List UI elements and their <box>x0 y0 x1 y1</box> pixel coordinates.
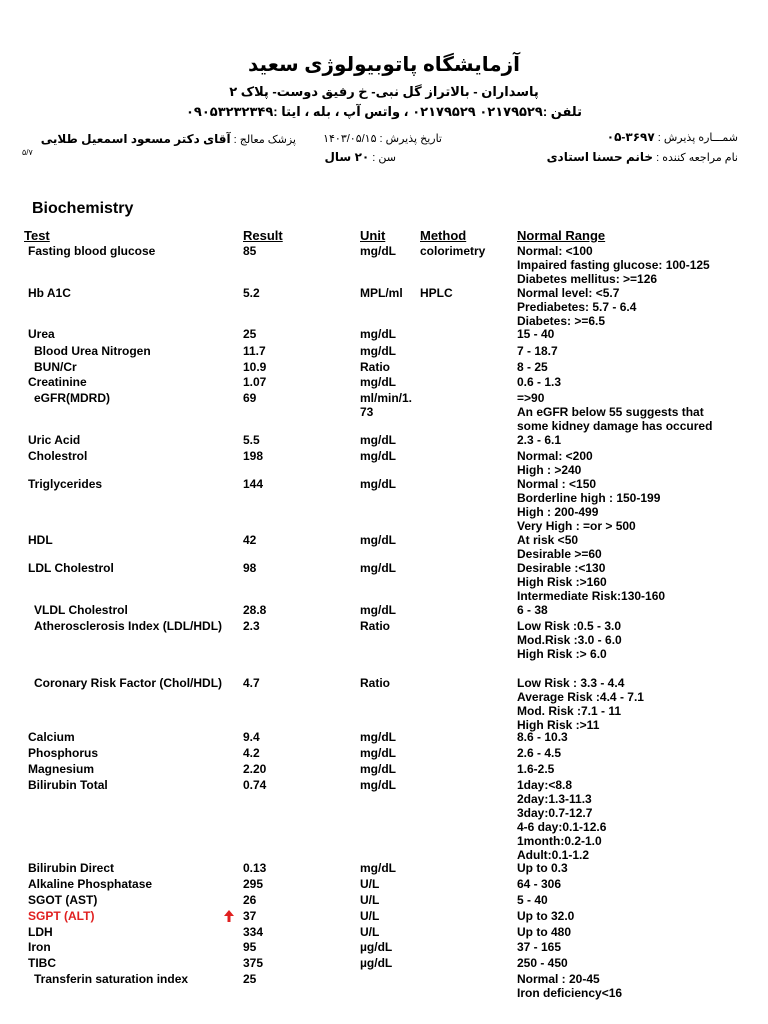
range-line: Normal : 20-45 <box>517 972 600 986</box>
range-line: Up to 0.3 <box>517 861 568 875</box>
unit-text: mg/dL <box>360 861 396 875</box>
test-result: 42 <box>243 533 257 547</box>
column-header-method: Method <box>420 228 467 243</box>
range-line: High Risk :> 6.0 <box>517 647 607 661</box>
unit-text: Ratio <box>360 360 390 374</box>
range-line: Prediabetes: 5.7 - 6.4 <box>517 300 637 314</box>
unit-text: mg/dL <box>360 603 396 617</box>
test-unit <box>360 344 396 358</box>
reception-label: شمـــاره پذیرش : <box>657 132 738 144</box>
test-unit <box>360 244 396 258</box>
unit-text: mg/dL <box>360 344 396 358</box>
unit-text: MPL/ml <box>360 286 403 300</box>
test-result: 98 <box>243 561 257 575</box>
test-result: 295 <box>243 877 264 891</box>
test-unit <box>360 893 379 907</box>
test-result: 11.7 <box>243 344 266 358</box>
range-line: At risk <50 <box>517 533 579 547</box>
normal-range <box>517 360 548 374</box>
test-unit <box>360 940 392 954</box>
unit-text: U/L <box>360 925 380 939</box>
normal-range <box>517 972 622 1000</box>
test-unit <box>360 861 396 875</box>
test-unit <box>360 762 396 776</box>
range-line: Low Risk :0.5 - 3.0 <box>517 619 622 633</box>
normal-range <box>517 940 561 954</box>
range-line: some kidney damage has occured <box>517 419 713 433</box>
range-line: High : 200-499 <box>517 505 599 519</box>
test-result: 5.5 <box>243 433 260 447</box>
test-result: 4.7 <box>243 676 260 690</box>
date-value: ۱۴۰۳/۰۵/۱۵ <box>323 133 377 145</box>
test-unit <box>360 533 396 547</box>
normal-range <box>517 956 568 970</box>
range-line: Mod. Risk :7.1 - 11 <box>517 704 622 718</box>
test-unit <box>360 730 396 744</box>
normal-range <box>517 676 644 732</box>
up-arrow-icon <box>224 910 234 922</box>
unit-text: mg/dL <box>360 561 396 575</box>
normal-range <box>517 909 574 923</box>
normal-range <box>517 746 561 760</box>
test-method: colorimetry <box>420 244 486 258</box>
test-name: LDH <box>28 925 53 939</box>
test-unit <box>360 477 396 491</box>
test-name: Creatinine <box>28 375 87 389</box>
range-line: Adult:0.1-1.2 <box>517 848 590 862</box>
range-line: Low Risk : 3.3 - 4.4 <box>517 676 625 690</box>
range-line: Intermediate Risk:130-160 <box>517 589 666 603</box>
unit-text: U/L <box>360 877 380 891</box>
test-name: LDL Cholestrol <box>28 561 114 575</box>
range-line: 64 - 306 <box>517 877 562 891</box>
normal-range <box>517 433 561 447</box>
normal-range <box>517 778 606 862</box>
lab-address: پاسداران - بالاتراز گل نبی- خ رفیق دوست- پلاک ۲ <box>229 84 539 99</box>
test-name: Atherosclerosis Index (LDL/HDL) <box>34 619 223 633</box>
range-line: Diabetes mellitus: >=126 <box>517 272 658 286</box>
column-header-unit: Unit <box>360 228 386 243</box>
test-result: 144 <box>243 477 264 491</box>
range-line: 250 - 450 <box>517 956 568 970</box>
age-value: ۲۰ سال <box>324 150 370 164</box>
unit-text: mg/dL <box>360 533 396 547</box>
test-unit <box>360 778 396 792</box>
test-unit <box>360 603 396 617</box>
normal-range <box>517 244 710 286</box>
test-result: 1.07 <box>243 375 267 389</box>
physician-value: آقای دکتر مسعود اسمعیل طلایی <box>40 132 231 146</box>
lab-phone: تلفن :۰۲۱۷۹۵۲۹ ۰۲۱۷۹۵۲۹ ، واتس آپ ، بله ، ایتا :۰۹۰۵۳۲۳۲۳۴۹ <box>185 104 582 119</box>
test-unit <box>360 909 379 923</box>
column-header-result: Result <box>243 228 283 243</box>
unit-text: U/L <box>360 909 380 923</box>
range-line: 6 - 38 <box>517 603 548 617</box>
range-line: Normal: <200 <box>517 449 593 463</box>
range-line: 4-6 day:0.1-12.6 <box>517 820 607 834</box>
range-line: =>90 <box>517 391 545 405</box>
unit-text: mg/dL <box>360 762 396 776</box>
unit-text: mg/dL <box>360 375 396 389</box>
normal-range <box>517 619 622 661</box>
test-result: 0.13 <box>243 861 267 875</box>
unit-text: mg/dL <box>360 449 396 463</box>
test-unit <box>360 676 390 690</box>
normal-range <box>517 730 568 744</box>
range-line: 8 - 25 <box>517 360 548 374</box>
range-line: 0.6 - 1.3 <box>517 375 562 389</box>
unit-text: mg/dL <box>360 730 396 744</box>
test-name: SGOT (AST) <box>28 893 98 907</box>
reception-value: ۳۶۹۷-۰۵ <box>606 130 655 144</box>
unit-text: Ratio <box>360 676 390 690</box>
range-line: 2day:1.3-11.3 <box>517 792 592 806</box>
section-title: Biochemistry <box>32 200 134 217</box>
normal-range <box>517 344 558 358</box>
test-result: 25 <box>243 327 257 341</box>
test-result: 375 <box>243 956 264 970</box>
column-header-test: Test <box>24 228 50 243</box>
normal-range <box>517 762 554 776</box>
range-line: Very High : =or > 500 <box>517 519 636 533</box>
test-name: BUN/Cr <box>34 360 77 374</box>
test-unit <box>360 391 412 419</box>
range-line: 2.3 - 6.1 <box>517 433 562 447</box>
test-name: eGFR(MDRD) <box>34 391 110 405</box>
admission-date <box>323 132 442 145</box>
test-unit <box>360 619 390 633</box>
range-line: 3day:0.7-12.7 <box>517 806 593 820</box>
test-name: Bilirubin Direct <box>28 861 115 875</box>
test-method: HPLC <box>420 286 453 300</box>
normal-range <box>517 561 665 603</box>
test-result: 25 <box>243 972 257 986</box>
test-unit <box>360 561 396 575</box>
normal-range <box>517 449 593 477</box>
range-line: Diabetes: >=6.5 <box>517 314 606 328</box>
test-name: Transferin saturation index <box>34 972 189 986</box>
test-result: 198 <box>243 449 264 463</box>
normal-range <box>517 861 568 875</box>
test-name: Uric Acid <box>28 433 81 447</box>
test-result: 2.20 <box>243 762 267 776</box>
patient-label: نام مراجعه کننده : <box>656 152 738 164</box>
normal-range <box>517 893 548 907</box>
range-line: 5 - 40 <box>517 893 548 907</box>
test-unit <box>360 746 396 760</box>
test-name: TIBC <box>28 956 56 970</box>
test-name: Calcium <box>28 730 75 744</box>
unit-text: ml/min/1. <box>360 391 413 405</box>
test-result: 4.2 <box>243 746 260 760</box>
test-name: Hb A1C <box>28 286 71 300</box>
range-line: 37 - 165 <box>517 940 562 954</box>
unit-text: mg/dL <box>360 477 396 491</box>
test-name: Magnesium <box>28 762 95 776</box>
normal-range <box>517 391 712 433</box>
test-result: 9.4 <box>243 730 260 744</box>
range-line: Borderline high : 150-199 <box>517 491 661 505</box>
range-line: 1month:0.2-1.0 <box>517 834 602 848</box>
test-result: 28.8 <box>243 603 267 617</box>
test-result: 334 <box>243 925 264 939</box>
patient-value: خانم حسنا استادی <box>546 150 654 164</box>
test-name: Cholestrol <box>28 449 88 463</box>
physician-label: پزشک معالج : <box>233 134 296 146</box>
range-line: 8.6 - 10.3 <box>517 730 568 744</box>
date-label: تاریخ پذیرش : <box>379 133 442 145</box>
range-line: Iron deficiency<16 <box>517 986 623 1000</box>
range-line: Desirable :<130 <box>517 561 606 575</box>
unit-text: U/L <box>360 893 380 907</box>
test-unit <box>360 375 396 389</box>
unit-text: mg/dL <box>360 746 396 760</box>
unit-text-cont: 73 <box>360 405 374 419</box>
test-result: 26 <box>243 893 257 907</box>
test-name: Coronary Risk Factor (Chol/HDL) <box>34 676 223 690</box>
test-result: 85 <box>243 244 257 258</box>
normal-range <box>517 925 571 939</box>
test-unit <box>360 360 390 374</box>
normal-range <box>517 603 548 617</box>
test-name: HDL <box>28 533 53 547</box>
test-result: 10.9 <box>243 360 267 374</box>
range-line: Normal : <150 <box>517 477 597 491</box>
range-line: Up to 480 <box>517 925 572 939</box>
test-result: 37 <box>243 909 257 923</box>
range-line: 1day:<8.8 <box>517 778 573 792</box>
normal-range <box>517 533 602 561</box>
reception-number <box>607 130 738 144</box>
page-number: ۵/۷ <box>22 148 33 157</box>
test-unit <box>360 327 396 341</box>
test-unit <box>360 449 396 463</box>
normal-range <box>517 327 554 341</box>
unit-text: mg/dL <box>360 244 396 258</box>
normal-range <box>517 477 660 533</box>
unit-text: mg/dL <box>360 327 396 341</box>
test-name: VLDL Cholestrol <box>34 603 128 617</box>
range-line: An eGFR below 55 suggests that <box>517 405 704 419</box>
unit-text: µg/dL <box>360 940 393 954</box>
range-line: Normal: <100 <box>517 244 593 258</box>
test-name: Phosphorus <box>28 746 99 760</box>
range-line: Average Risk :4.4 - 7.1 <box>517 690 644 704</box>
physician <box>41 132 296 146</box>
unit-text: mg/dL <box>360 778 396 792</box>
range-line: 7 - 18.7 <box>517 344 558 358</box>
test-name: Urea <box>28 327 55 341</box>
test-name: Triglycerides <box>28 477 103 491</box>
normal-range <box>517 375 561 389</box>
range-line: High Risk :>160 <box>517 575 607 589</box>
lab-name: آزمایشگاه پاتوبیولوژی سعید <box>247 54 521 76</box>
test-result: 5.2 <box>243 286 260 300</box>
range-line: 15 - 40 <box>517 327 555 341</box>
column-header-range: Normal Range <box>517 228 606 243</box>
range-line: 2.6 - 4.5 <box>517 746 562 760</box>
test-name: Fasting blood glucose <box>28 244 156 258</box>
range-line: Impaired fasting glucose: 100-125 <box>517 258 710 272</box>
test-unit <box>360 956 392 970</box>
test-name: Alkaline Phosphatase <box>28 877 153 891</box>
patient-name <box>547 150 738 164</box>
range-line: Normal level: <5.7 <box>517 286 620 300</box>
unit-text: µg/dL <box>360 956 393 970</box>
patient-age <box>325 150 396 164</box>
test-unit <box>360 286 403 300</box>
normal-range <box>517 877 561 891</box>
unit-text: Ratio <box>360 619 390 633</box>
test-result: 2.3 <box>243 619 260 633</box>
range-line: Desirable >=60 <box>517 547 602 561</box>
test-unit <box>360 925 379 939</box>
test-result: 0.74 <box>243 778 267 792</box>
test-unit <box>360 877 379 891</box>
range-line: Mod.Risk :3.0 - 6.0 <box>517 633 622 647</box>
test-result: 95 <box>243 940 257 954</box>
test-unit <box>360 433 396 447</box>
range-line: Up to 32.0 <box>517 909 575 923</box>
test-name: Blood Urea Nitrogen <box>34 344 151 358</box>
test-name: SGPT (ALT) <box>28 909 95 923</box>
range-line: High Risk :>11 <box>517 718 600 732</box>
normal-range <box>517 286 636 328</box>
range-line: 1.6-2.5 <box>517 762 555 776</box>
test-name: Iron <box>28 940 51 954</box>
unit-text: mg/dL <box>360 433 396 447</box>
test-name: Bilirubin Total <box>28 778 108 792</box>
test-result: 69 <box>243 391 257 405</box>
range-line: High : >240 <box>517 463 582 477</box>
age-label: سن : <box>372 152 396 164</box>
